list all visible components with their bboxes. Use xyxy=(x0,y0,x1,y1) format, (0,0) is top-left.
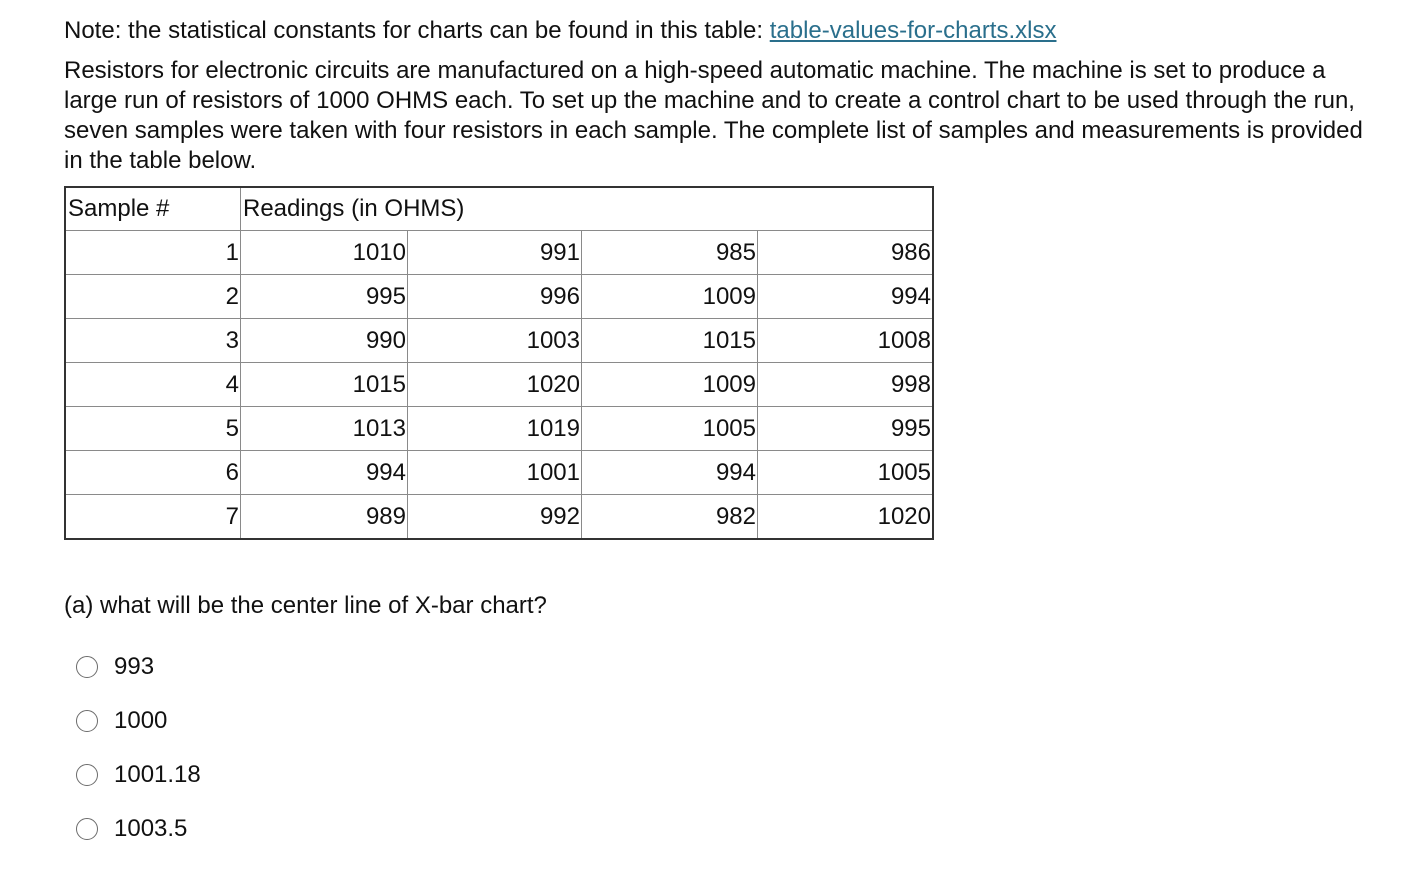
option-label: 993 xyxy=(114,653,155,680)
header-readings: Readings (in OHMS) xyxy=(241,187,934,231)
option-label: 1000 xyxy=(114,707,168,734)
readings-table xyxy=(64,186,934,540)
table-cell: 994 xyxy=(582,451,758,495)
answer-option[interactable] xyxy=(76,694,201,748)
table-cell: 992 xyxy=(408,495,582,540)
table-row xyxy=(65,363,933,407)
table-cell: 1015 xyxy=(582,319,758,363)
table-cell: 995 xyxy=(758,407,934,451)
table-row xyxy=(65,319,933,363)
radio-button[interactable] xyxy=(76,710,98,732)
table-header-row xyxy=(65,187,933,231)
answer-option[interactable] xyxy=(76,640,201,694)
table-cell: 982 xyxy=(582,495,758,540)
radio-button[interactable] xyxy=(76,656,98,678)
table-cell: 1009 xyxy=(582,363,758,407)
table-cell: 1010 xyxy=(241,231,408,275)
table-row xyxy=(65,495,933,540)
table-cell: 7 xyxy=(65,495,241,540)
note-line xyxy=(64,14,1384,48)
table-cell: 1015 xyxy=(241,363,408,407)
note-text: Note: the statistical constants for charts can be found in this table: xyxy=(64,17,770,44)
table-cell: 995 xyxy=(241,275,408,319)
table-cell: 989 xyxy=(241,495,408,540)
table-cell: 994 xyxy=(241,451,408,495)
table-row xyxy=(65,275,933,319)
table-cell: 5 xyxy=(65,407,241,451)
table-cell: 1005 xyxy=(758,451,934,495)
table-cell: 1 xyxy=(65,231,241,275)
table-cell: 1009 xyxy=(582,275,758,319)
table-cell: 990 xyxy=(241,319,408,363)
table-cell: 998 xyxy=(758,363,934,407)
table-cell: 991 xyxy=(408,231,582,275)
table-cell: 4 xyxy=(65,363,241,407)
answer-options xyxy=(76,640,201,856)
table-row xyxy=(65,231,933,275)
header-sample: Sample # xyxy=(65,187,241,231)
option-label: 1003.5 xyxy=(114,815,188,842)
radio-button[interactable] xyxy=(76,764,98,786)
table-cell: 1003 xyxy=(408,319,582,363)
table-cell: 1020 xyxy=(408,363,582,407)
answer-option[interactable] xyxy=(76,748,201,802)
radio-button[interactable] xyxy=(76,818,98,840)
table-cell: 2 xyxy=(65,275,241,319)
problem-statement: Resistors for electronic circuits are manufactured on a high-speed automatic machine. The machine is set to produce a large run of resistors of 1000 OHMS each. To set up the machine and to create a control chart to be used through the run, seven samples were taken with four resistors in each sample. The complete list of samples and measurements is provided in the table below. xyxy=(64,57,1363,174)
table-cell: 1008 xyxy=(758,319,934,363)
table-cell: 994 xyxy=(758,275,934,319)
table-cell: 6 xyxy=(65,451,241,495)
table-cell: 1020 xyxy=(758,495,934,540)
table-cell: 985 xyxy=(582,231,758,275)
question-text: (a) what will be the center line of X-bar chart? xyxy=(64,592,547,619)
table-row xyxy=(65,407,933,451)
xlsx-link[interactable]: table-values-for-charts.xlsx xyxy=(769,17,1057,44)
table-cell: 1005 xyxy=(582,407,758,451)
table-cell: 996 xyxy=(408,275,582,319)
answer-option[interactable] xyxy=(76,802,201,856)
table-cell: 1019 xyxy=(408,407,582,451)
table-row xyxy=(65,451,933,495)
table-cell: 1001 xyxy=(408,451,582,495)
table-cell: 1013 xyxy=(241,407,408,451)
table-cell: 986 xyxy=(758,231,934,275)
option-label: 1001.18 xyxy=(114,761,201,788)
table-cell: 3 xyxy=(65,319,241,363)
question-content xyxy=(64,14,1384,540)
